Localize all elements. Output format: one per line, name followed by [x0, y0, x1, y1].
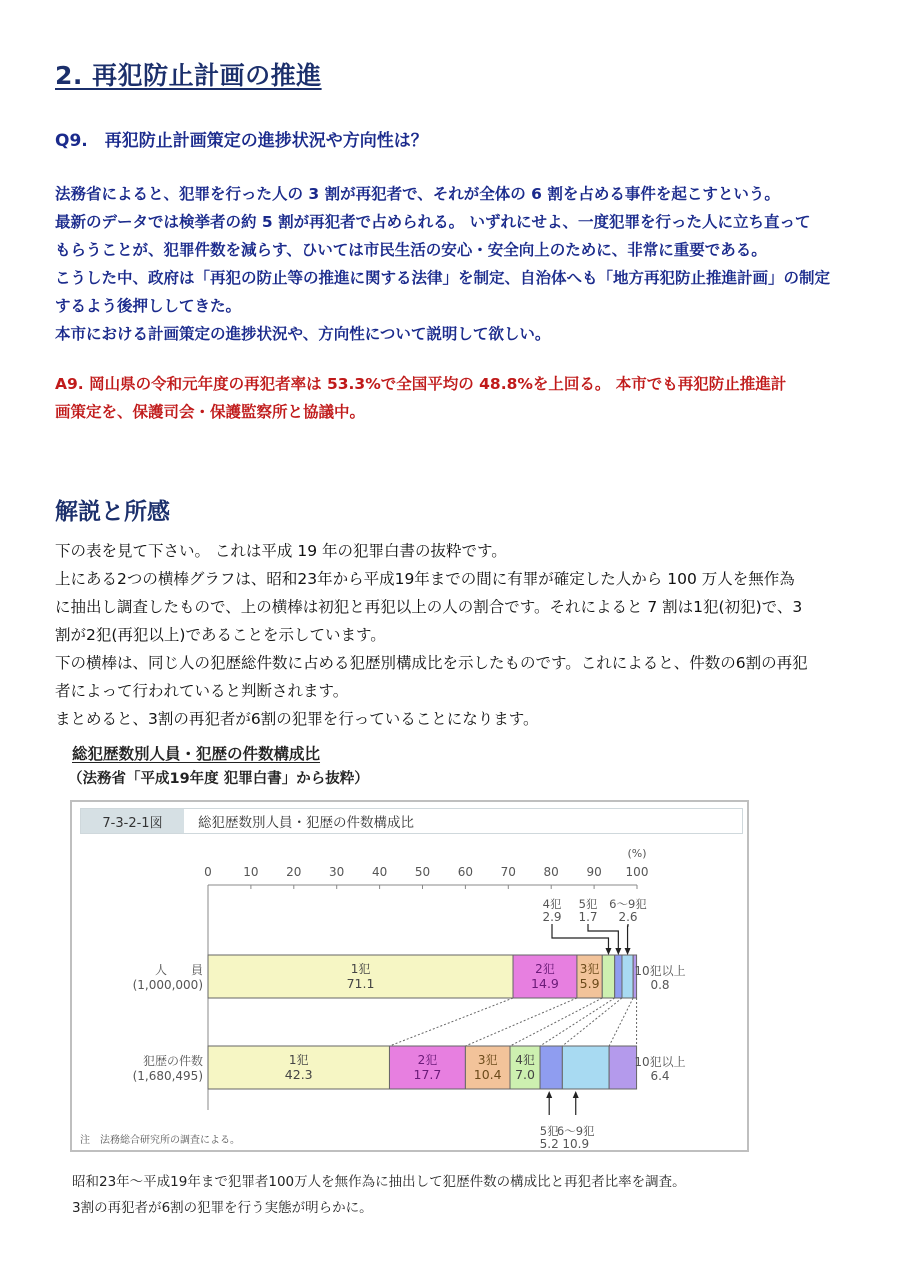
segment-label: 1犯	[350, 962, 371, 976]
bar-segment	[540, 1046, 562, 1089]
segment-value: 7.0	[515, 1067, 535, 1082]
commentary-line: 下の横棒は、同じ人の犯歴総件数に占める犯歴別構成比を示したものです。これによると、件数の6割の再犯	[55, 654, 808, 672]
segment-label: 3犯	[579, 962, 600, 976]
figure-note: 注 法務総合研究所の調査による。	[80, 1135, 240, 1146]
category-label: 人 員	[154, 963, 203, 977]
callout-value: 2.9	[542, 910, 562, 924]
connector-line	[540, 998, 615, 1046]
unit-label: (%)	[627, 847, 647, 860]
x-tick-label: 10	[243, 865, 259, 879]
callout-label: 5犯	[539, 1124, 559, 1138]
answer-line: 画策定を、保護司会・保護監察所と協議中。	[55, 403, 366, 421]
callout-value: 1.7	[578, 910, 598, 924]
segment-value: 17.7	[413, 1067, 442, 1082]
question-heading: Q9. 再犯防止計画策定の進捗状況や方向性は？	[55, 131, 428, 151]
callout-label: 10犯以上	[634, 1055, 686, 1069]
question-line: もらうことが、犯罪件数を減らす、ひいては市民生活の安心・安全向上のために、非常に重要である。	[55, 241, 767, 259]
category-count: (1,000,000)	[132, 978, 203, 992]
callout-label: 5犯	[578, 897, 598, 911]
bar-segment	[602, 955, 614, 998]
figure-source-subtitle: （法務省「平成19年度 犯罪白書」から抜粋）	[68, 771, 369, 787]
arrow-head-icon	[625, 948, 631, 955]
segment-label: 2犯	[417, 1053, 438, 1067]
callout-value: 5.2	[539, 1137, 559, 1151]
segment-value: 42.3	[284, 1067, 313, 1082]
question-line: 法務省によると、犯罪を行った人の 3 割が再犯者で、それが全体の 6 割を占める事件を起こすという。	[55, 185, 780, 203]
segment-value: 10.4	[473, 1067, 502, 1082]
x-tick-label: 30	[329, 865, 345, 879]
commentary-line: 者によって行われていると判断されます。	[55, 682, 349, 700]
section-title: 2. 再犯防止計画の推進	[55, 61, 322, 90]
segment-value: 71.1	[346, 976, 375, 991]
callout-value: 10.9	[562, 1137, 590, 1151]
x-tick-label: 60	[457, 865, 474, 879]
connector-lines	[389, 998, 636, 1046]
segment-label: 3犯	[477, 1053, 498, 1067]
connector-line	[465, 998, 577, 1046]
commentary-line: 上にある2つの横棒グラフは、昭和23年から平成19年までの間に有罪が確定した人から 100 万人を無作為	[55, 570, 795, 588]
caption-line: 3割の再犯者が6割の犯罪を行う実態が明らかに。	[72, 1200, 373, 1216]
segment-label: 4犯	[515, 1053, 535, 1067]
segment-value: 5.9	[579, 976, 600, 991]
question-line: こうした中、政府は「再犯の防止等の推進に関する法律」を制定、自治体へも「地方再犯防止推進計画」の制定	[55, 269, 831, 287]
commentary-line: 割が2犯(再犯以上)であることを示しています。	[55, 626, 386, 644]
segment-label: 2犯	[535, 962, 555, 976]
bar-segment	[622, 955, 633, 998]
caption-line: 昭和23年～平成19年まで犯罪者100万人を無作為に抽出して犯歴件数の構成比と再犯者比率を調査。	[72, 1174, 686, 1190]
x-tick-label: 90	[586, 865, 602, 879]
category-count: (1,680,495)	[132, 1069, 203, 1083]
figure-title: 総犯歴数別人員・犯歴の件数構成比	[184, 809, 742, 833]
answer-line: A9. 岡山県の令和元年度の再犯者率は 53.3%で全国平均の 48.8%を上回る。 本市でも再犯防止推進計	[55, 375, 787, 393]
bar-segment	[562, 1046, 609, 1089]
callouts	[540, 897, 686, 1151]
arrow-head-icon	[546, 1091, 552, 1098]
category-label: 犯歴の件数	[142, 1054, 203, 1068]
x-tick-label: 0	[204, 865, 212, 879]
callout-value: 0.8	[650, 978, 670, 992]
x-tick-label: 100	[625, 865, 649, 879]
arrow-head-icon	[605, 948, 611, 955]
question-line: 本市における計画策定の進捗状況や、方向性について説明して欲しい。	[55, 325, 551, 343]
x-tick-label: 40	[371, 865, 388, 879]
callout-label: 10犯以上	[634, 964, 686, 978]
callout-value: 2.6	[618, 910, 638, 924]
bar-segment	[615, 955, 622, 998]
commentary-line: に抽出し調査したもので、上の横棒は初犯と再犯以上の人の割合です。それによると 7 割は1犯(初犯)で、3	[55, 598, 803, 616]
question-line: 最新のデータでは検挙者の約 5 割が再犯者で占められる。 いずれにせよ、一度犯罪を行った人に立ち直って	[55, 213, 811, 231]
commentary-line: 下の表を見て下さい。 これは平成 19 年の犯罪白書の抜粋です。	[55, 542, 507, 560]
bar-segment	[609, 1046, 636, 1089]
arrow-head-icon	[615, 948, 621, 955]
segment-value: 14.9	[531, 976, 559, 991]
segment-label: 1犯	[288, 1053, 309, 1067]
connector-line	[609, 998, 633, 1046]
callout-value: 6.4	[650, 1069, 670, 1083]
figure-source-title: 総犯歴数別人員・犯歴の件数構成比	[72, 745, 321, 763]
callout-arrow-line	[552, 924, 608, 949]
question-line: するよう後押ししてきた。	[55, 297, 242, 315]
x-tick-label: 50	[414, 865, 431, 879]
figure-number: 7-3-2-1図	[81, 809, 184, 833]
callout-label: 4犯	[542, 897, 562, 911]
callout-label: 6～9犯	[609, 897, 647, 911]
x-tick-label: 20	[286, 865, 302, 879]
callout-arrow-line	[588, 924, 618, 949]
commentary-line: まとめると、3割の再犯者が6割の犯罪を行っていることになります。	[55, 710, 539, 728]
connector-line	[389, 998, 513, 1046]
x-tick-label: 70	[500, 865, 516, 879]
commentary-title: 解説と所感	[55, 499, 170, 525]
x-tick-label: 80	[543, 865, 559, 879]
connector-line	[510, 998, 602, 1046]
callout-label: 6～9犯	[556, 1124, 595, 1138]
arrow-head-icon	[573, 1091, 579, 1098]
